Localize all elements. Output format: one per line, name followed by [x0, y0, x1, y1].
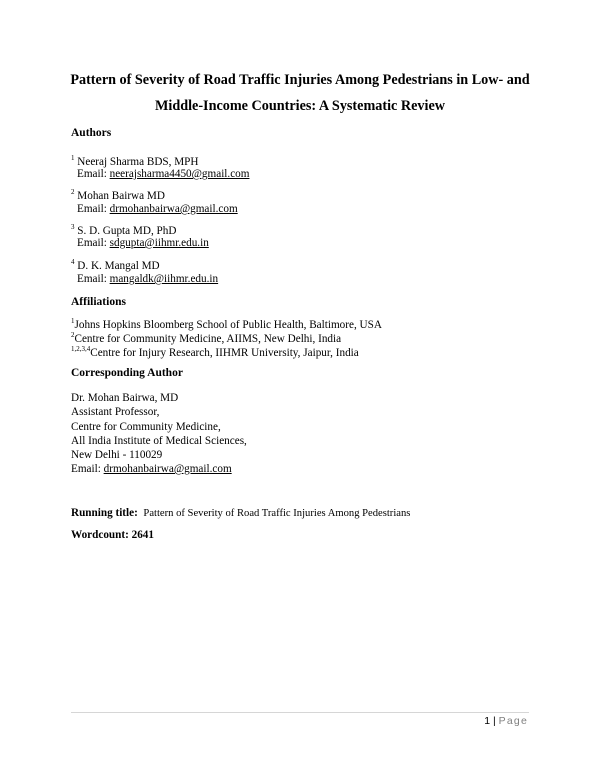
author-2-email-link[interactable]: drmohanbairwa@gmail.com	[109, 203, 238, 215]
corresponding-email-line	[71, 463, 232, 475]
author-1-name	[71, 154, 198, 168]
paper-title-line-1: Pattern of Severity of Road Traffic Injuries Among Pedestrians in Low- and	[70, 72, 530, 88]
wordcount-value: 2641	[131, 529, 154, 541]
author-1-email-line	[77, 168, 249, 180]
corresponding-line-department: Centre for Community Medicine,	[71, 421, 221, 433]
authors-heading: Authors	[71, 127, 112, 139]
page-number: 1	[484, 715, 491, 727]
running-title-label: Running title:	[71, 507, 138, 519]
corresponding-email-link[interactable]: drmohanbairwa@gmail.com	[103, 463, 232, 475]
author-3-name	[71, 223, 176, 237]
corresponding-line-city: New Delhi - 110029	[71, 449, 163, 461]
author-4-superscript: 4	[71, 258, 75, 266]
page-label: Page	[498, 715, 528, 727]
author-3-superscript: 3	[71, 223, 75, 231]
affiliation-1-superscript: 1	[71, 317, 75, 325]
author-4-name	[71, 258, 160, 272]
running-title-text: Pattern of Severity of Road Traffic Injuries Among Pedestrians	[143, 508, 411, 519]
author-2-email-line	[77, 203, 238, 215]
affiliation-3-text: Centre for Injury Research, IIHMR University, Jaipur, India	[90, 347, 359, 359]
corresponding-line-position: Assistant Professor,	[71, 406, 160, 418]
affiliation-1-text: Johns Hopkins Bloomberg School of Public Health, Baltimore, USA	[74, 319, 382, 331]
corresponding-line-name: Dr. Mohan Bairwa, MD	[71, 392, 179, 404]
affiliations-heading: Affiliations	[71, 296, 126, 308]
affiliation-1	[71, 317, 382, 331]
author-4-name-text: D. K. Mangal MD	[77, 260, 160, 272]
corresponding-author-heading: Corresponding Author	[71, 367, 183, 379]
author-1-name-text: Neeraj Sharma BDS, MPH	[77, 156, 199, 168]
email-label: Email:	[77, 273, 107, 285]
author-2-name-text: Mohan Bairwa MD	[77, 190, 165, 202]
affiliation-3	[71, 345, 359, 359]
paper-title	[60, 67, 540, 119]
page-separator: |	[493, 715, 496, 727]
author-3-email-line	[77, 237, 209, 249]
author-4-email-link[interactable]: mangaldk@iihmr.edu.in	[109, 273, 219, 285]
corresponding-line-institute: All India Institute of Medical Sciences,	[71, 435, 247, 447]
affiliation-2	[71, 331, 341, 345]
email-label: Email:	[77, 168, 107, 180]
page-footer	[484, 715, 528, 727]
wordcount	[71, 529, 154, 541]
affiliation-2-superscript: 2	[71, 331, 75, 339]
wordcount-label: Wordcount:	[71, 529, 129, 541]
affiliation-2-text: Centre for Community Medicine, AIIMS, New Delhi, India	[74, 333, 342, 345]
email-label: Email:	[77, 203, 107, 215]
author-2-name	[71, 188, 165, 202]
author-4-email-line	[77, 273, 218, 285]
email-label: Email:	[71, 463, 101, 475]
author-1-superscript: 1	[71, 154, 75, 162]
running-title	[71, 507, 410, 519]
affiliation-3-superscript: 1,2,3,4	[71, 345, 91, 353]
author-2-superscript: 2	[71, 188, 75, 196]
paper-title-line-2: Middle-Income Countries: A Systematic Review	[154, 98, 445, 114]
email-label: Email:	[77, 237, 107, 249]
author-3-email-link[interactable]: sdgupta@iihmr.edu.in	[109, 237, 209, 249]
footer-divider	[71, 712, 529, 713]
author-1-email-link[interactable]: neerajsharma4450@gmail.com	[109, 168, 250, 180]
author-3-name-text: S. D. Gupta MD, PhD	[77, 225, 177, 237]
